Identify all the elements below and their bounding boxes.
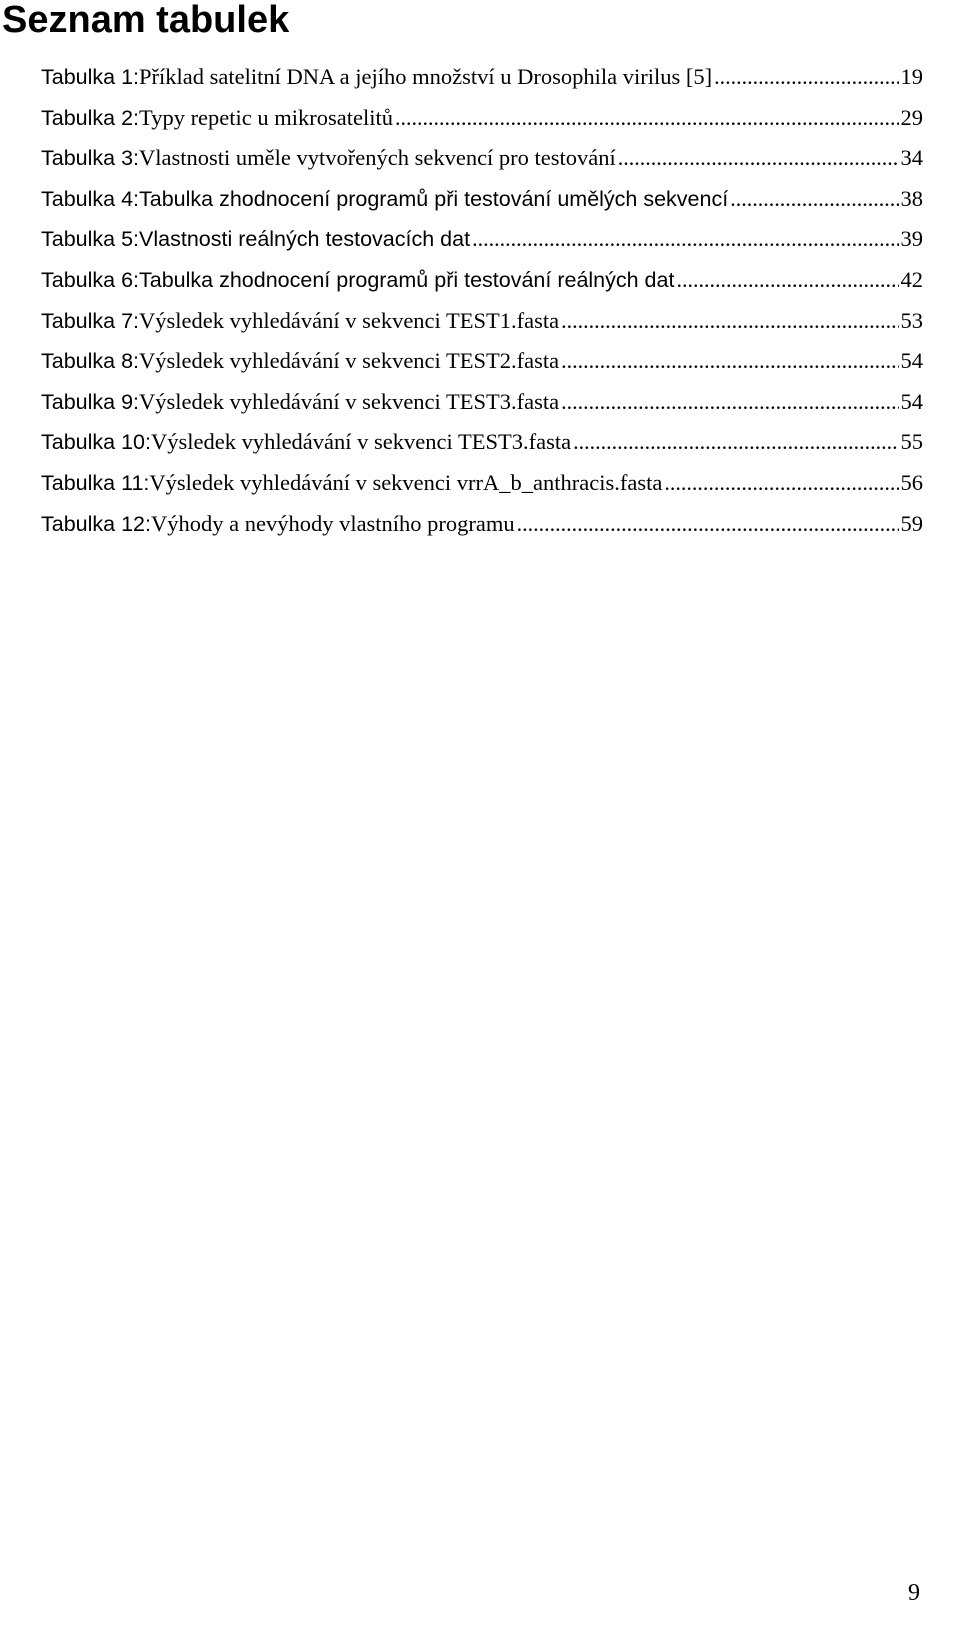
toc-entry-page: 42 xyxy=(900,266,923,292)
toc-entry-label: Tabulka 3: xyxy=(41,146,140,171)
toc-entry-label: Tabulka 1: xyxy=(41,65,140,89)
toc-entry-title: Výsledek vyhledávání v sekvenci TEST3.fasta xyxy=(150,429,572,455)
dot-leader xyxy=(664,463,898,504)
toc-entry-title: Příklad satelitní DNA a jejího množství u Drosophila virilus [5] xyxy=(139,64,713,89)
toc-entry[interactable] xyxy=(41,341,923,382)
dot-leader xyxy=(561,301,898,342)
page-number: 9 xyxy=(908,1580,920,1606)
toc-entry-title: Tabulka zhodnocení programů při testování umělých sekvencí xyxy=(139,186,729,211)
toc-entry[interactable] xyxy=(41,98,923,139)
toc-entry-page: 29 xyxy=(900,104,923,130)
dot-leader xyxy=(472,219,898,260)
toc-entry[interactable] xyxy=(41,138,923,179)
toc-entry-title: Typy repetic u mikrosatelitů xyxy=(139,104,393,130)
toc-entry-page: 56 xyxy=(900,469,923,495)
toc-entry-label: Tabulka 10: xyxy=(41,430,151,455)
toc-entry-page: 53 xyxy=(900,307,923,333)
toc-entry-title: Výsledek vyhledávání v sekvenci vrrA_b_anthracis.fasta xyxy=(149,469,663,495)
toc-entry-label: Tabulka 8: xyxy=(41,349,140,374)
toc-entry-title: Vlastnosti uměle vytvořených sekvencí pro testování xyxy=(139,145,616,171)
toc-entry-title: Vlastnosti reálných testovacích dat xyxy=(139,227,471,252)
toc-entry-label: Tabulka 6: xyxy=(41,267,140,292)
toc-entry[interactable] xyxy=(41,504,923,545)
dot-leader xyxy=(730,179,898,220)
dot-leader xyxy=(561,382,898,423)
toc-entry-label: Tabulka 2: xyxy=(41,105,140,130)
toc-entry-page: 38 xyxy=(900,185,923,211)
dot-leader xyxy=(676,260,898,301)
dot-leader xyxy=(561,341,898,382)
dot-leader xyxy=(395,98,899,139)
toc-entry[interactable] xyxy=(41,463,923,504)
toc-entry-label: Tabulka 9: xyxy=(41,389,140,414)
toc-entry[interactable] xyxy=(41,179,923,220)
page-title: Seznam tabulek xyxy=(2,0,290,41)
toc-entry-label: Tabulka 11: xyxy=(41,470,150,495)
toc-entry[interactable] xyxy=(41,301,923,342)
dot-leader xyxy=(618,138,899,179)
toc-entry-title: Výsledek vyhledávání v sekvenci TEST2.fasta xyxy=(139,348,560,374)
toc-entry-title: Výhody a nevýhody vlastního programu xyxy=(150,510,515,536)
toc-entry-label: Tabulka 5: xyxy=(41,227,140,252)
dot-leader xyxy=(714,57,898,98)
toc-entry[interactable] xyxy=(41,57,923,98)
toc-entry-page: 54 xyxy=(900,348,923,374)
toc-entry-label: Tabulka 12: xyxy=(41,511,151,536)
toc-entry-title: Tabulka zhodnocení programů při testování reálných dat xyxy=(139,267,675,292)
toc-entry[interactable] xyxy=(41,382,923,423)
toc-entry-page: 54 xyxy=(900,388,923,414)
toc-entry-title: Výsledek vyhledávání v sekvenci TEST1.fasta xyxy=(139,307,560,333)
toc-entry-page: 59 xyxy=(900,510,923,536)
toc-entry-title: Výsledek vyhledávání v sekvenci TEST3.fasta xyxy=(139,388,560,414)
toc-entry[interactable] xyxy=(41,260,923,301)
toc-entry-page: 55 xyxy=(900,429,923,455)
toc-entry-label: Tabulka 4: xyxy=(41,186,140,211)
toc-entry-page: 19 xyxy=(900,64,923,89)
dot-leader xyxy=(573,422,898,463)
table-list xyxy=(41,57,923,544)
toc-entry-label: Tabulka 7: xyxy=(41,308,140,333)
toc-entry[interactable] xyxy=(41,422,923,463)
toc-entry-page: 39 xyxy=(900,226,923,252)
toc-entry-page: 34 xyxy=(900,145,923,171)
dot-leader xyxy=(517,504,899,545)
toc-entry[interactable] xyxy=(41,219,923,260)
